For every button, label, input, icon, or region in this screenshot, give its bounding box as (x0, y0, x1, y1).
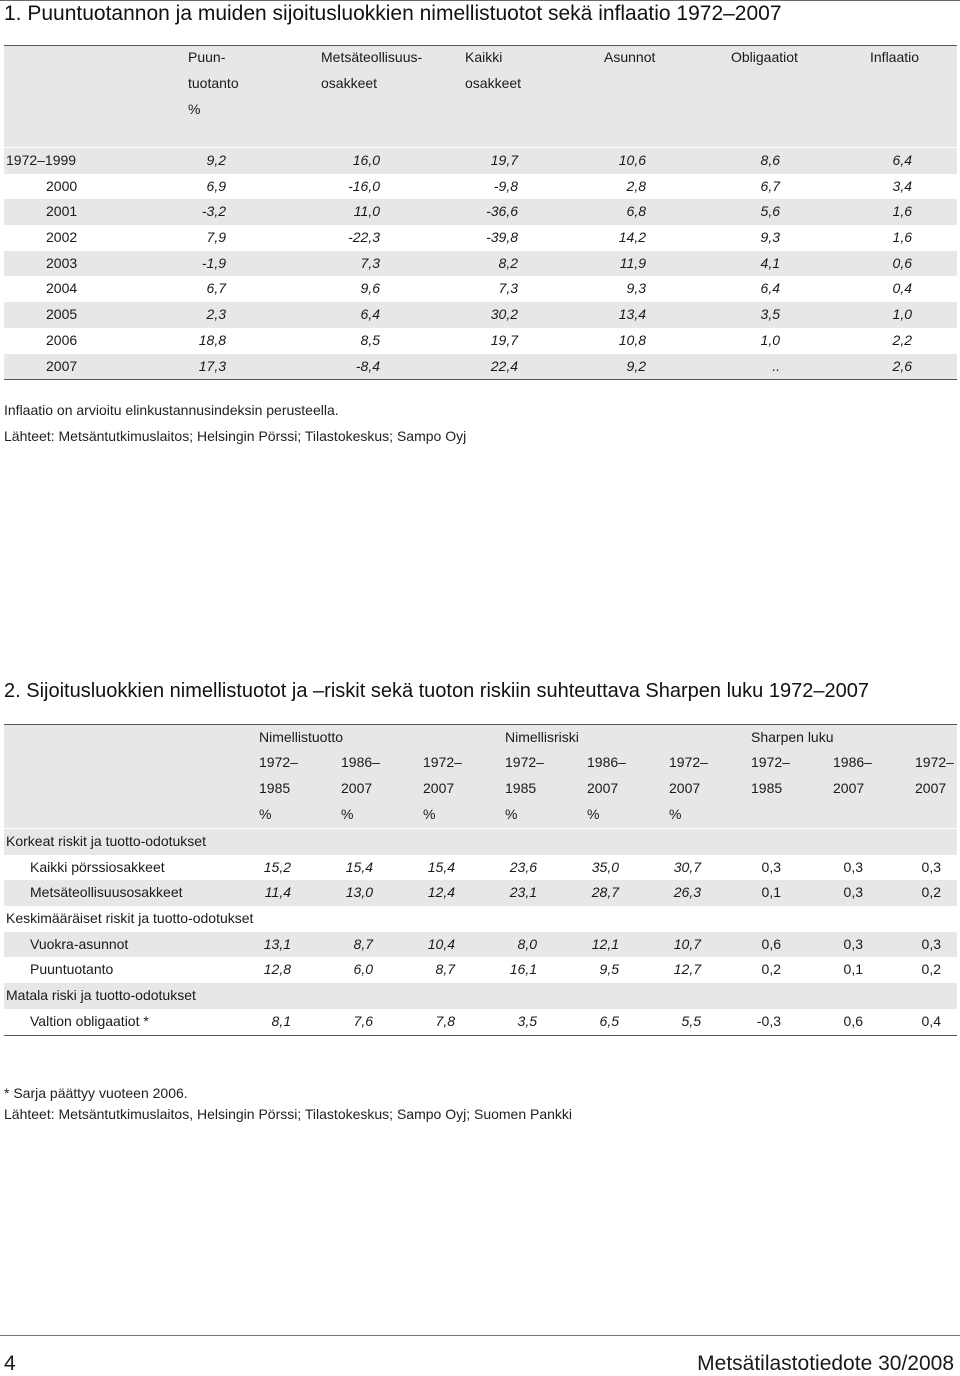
table-cell: 8,1 (271, 1012, 291, 1029)
table-row (4, 880, 957, 906)
row-label: Puuntuotanto (30, 961, 114, 978)
table-cell: .. (772, 357, 780, 374)
table-cell: -0,3 (756, 1012, 781, 1029)
top-rule (0, 0, 960, 1)
table-cell: 2,3 (206, 306, 226, 323)
table2-source: Lähteet: Metsäntutkimuslaitos, Helsingin Pörssi; Tilastokeskus; Sampo Oyj; Suomen Pankki (4, 1106, 573, 1122)
table-cell: 15,2 (263, 858, 291, 875)
table-cell: 16,1 (509, 961, 537, 978)
header-cell: 2007 (587, 780, 619, 796)
table-cell: 16,0 (352, 152, 380, 168)
row-label: Valtion obligaatiot * (30, 1012, 149, 1029)
header-cell: 1985 (505, 780, 537, 796)
table-cell: 3,4 (892, 177, 912, 194)
table-cell: 1,0 (892, 306, 912, 323)
t1-head-col2-l2: osakkeet (321, 75, 378, 91)
t1-head-col3-l2: osakkeet (465, 75, 522, 91)
table2-note: * Sarja päättyy vuoteen 2006. (4, 1085, 188, 1101)
header-cell: 1972– (669, 754, 708, 770)
table-cell: 30,2 (490, 306, 518, 323)
table-cell: 6,4 (892, 152, 912, 168)
table-row (4, 276, 957, 302)
table-cell: 8,7 (435, 961, 455, 978)
table-cell: 0,6 (761, 935, 781, 952)
row-label: Kaikki pörssiosakkeet (30, 858, 165, 875)
table1-note: Inflaatio on arvioitu elinkustannusindeksin perusteella. (4, 402, 339, 418)
table-cell: 6,5 (599, 1012, 619, 1029)
table-cell: 0,4 (892, 280, 912, 297)
table-cell: 10,8 (618, 331, 646, 348)
table-cell: 0,3 (921, 935, 941, 952)
table-cell: 10,6 (618, 152, 646, 168)
page-number: 4 (4, 1352, 16, 1375)
table-cell: 6,9 (206, 177, 226, 194)
table-cell: -36,6 (486, 203, 518, 220)
table-row (4, 855, 957, 881)
header-cell: 1972– (423, 754, 462, 770)
table-cell: 7,6 (353, 1012, 373, 1029)
table-cell: 8,5 (360, 331, 380, 348)
row-label: 1972–1999 (6, 152, 77, 168)
table-cell: 7,3 (360, 254, 380, 271)
table-cell: 3,5 (517, 1012, 537, 1029)
table-cell: 7,9 (206, 229, 226, 246)
table-cell: 12,8 (263, 961, 291, 978)
table-cell: -9,8 (493, 177, 518, 194)
table-cell: 17,3 (198, 357, 226, 374)
table-cell: 26,3 (673, 884, 701, 901)
table-cell: -39,8 (486, 229, 518, 246)
table-cell: 6,7 (760, 177, 780, 194)
t1-head-col4: Asunnot (604, 49, 656, 65)
table-row (4, 932, 957, 958)
table-cell: 0,3 (843, 935, 863, 952)
table-row (4, 225, 957, 251)
header-cell: 2007 (341, 780, 373, 796)
category-row (4, 983, 957, 1009)
table-cell: 9,2 (206, 152, 226, 168)
t1-head-col2-l1: Metsäteollisuus- (321, 49, 423, 65)
table-cell: -3,2 (201, 203, 226, 220)
header-cell: 1972– (751, 754, 790, 770)
header-cell: % (587, 806, 600, 822)
table-cell: 13,1 (263, 935, 291, 952)
header-cell: 1986– (833, 754, 872, 770)
table2-title: 2. Sijoitusluokkien nimellistuotot ja –riskit sekä tuoton riskiin suhteuttava Sharpen luku 1972–2007 (4, 680, 869, 702)
table-row (4, 957, 957, 983)
table-cell: 18,8 (198, 331, 226, 348)
t1-head-col3-l1: Kaikki (465, 49, 503, 65)
header-cell: 1986– (587, 754, 626, 770)
table-cell: 6,4 (360, 306, 380, 323)
table-cell: 28,7 (591, 884, 619, 901)
t2-group-risk: Nimellisriski (505, 729, 579, 745)
header-cell: % (669, 806, 682, 822)
footer-rule (0, 1335, 960, 1336)
header-cell: 1972– (259, 754, 298, 770)
table-cell: 0,3 (843, 858, 863, 875)
table-cell: 1,6 (892, 229, 912, 246)
table-cell: 8,0 (517, 935, 537, 952)
table-cell: 12,7 (673, 961, 701, 978)
table1-title: 1. Puuntuotannon ja muiden sijoitusluokkien nimellistuotot sekä inflaatio 1972–2007 (4, 2, 782, 25)
header-cell: 1972– (915, 754, 954, 770)
table1-header (4, 45, 957, 147)
table2-body (4, 829, 957, 1036)
table-cell: 14,2 (618, 229, 646, 246)
table-cell: 0,3 (921, 858, 941, 875)
publication-name: Metsätilastotiedote 30/2008 (697, 1352, 954, 1375)
t1-head-col1-l3: % (188, 101, 201, 117)
table2-header (4, 724, 957, 828)
table-cell: 22,4 (490, 357, 518, 374)
table-cell: 9,6 (360, 280, 380, 297)
table-cell: 15,4 (345, 858, 373, 875)
table-cell: 0,6 (843, 1012, 863, 1029)
table1-body (4, 148, 957, 380)
table-cell: 7,3 (498, 280, 518, 297)
table-cell: 6,7 (206, 280, 226, 297)
table-cell: 35,0 (591, 858, 619, 875)
category-row (4, 906, 957, 932)
table-cell: 7,8 (435, 1012, 455, 1029)
table-cell: 0,2 (761, 961, 781, 978)
row-label: 2006 (46, 331, 78, 348)
row-label: Matala riski ja tuotto-odotukset (6, 987, 196, 1004)
table-row (4, 251, 957, 277)
header-cell: % (341, 806, 354, 822)
table-cell: 23,1 (509, 884, 537, 901)
table-row (4, 302, 957, 328)
row-label: 2007 (46, 357, 78, 374)
table-cell: 30,7 (673, 858, 701, 875)
table-cell: 0,1 (761, 884, 781, 901)
table-cell: 5,6 (760, 203, 780, 220)
table-row (4, 1009, 957, 1036)
table-cell: 10,7 (673, 935, 701, 952)
table-cell: 5,5 (681, 1012, 701, 1029)
table-row (4, 148, 957, 174)
t2-group-sharpe: Sharpen luku (751, 729, 834, 745)
header-cell: 1972– (505, 754, 544, 770)
table-cell: -1,9 (201, 254, 226, 271)
t1-head-col6: Inflaatio (870, 49, 920, 65)
table-cell: 2,8 (626, 177, 646, 194)
table-cell: 6,8 (626, 203, 646, 220)
table-cell: 0,2 (921, 961, 941, 978)
row-label: 2002 (46, 229, 78, 246)
table-cell: 3,5 (760, 306, 780, 323)
table-cell: 8,6 (760, 152, 780, 168)
t1-head-col1-l1: Puun- (188, 49, 226, 65)
row-label: 2003 (46, 254, 78, 271)
table-cell: -22,3 (348, 229, 380, 246)
row-label: Korkeat riskit ja tuotto-odotukset (6, 833, 206, 849)
header-cell: % (505, 806, 518, 822)
table-cell: 12,1 (591, 935, 619, 952)
table-cell: 10,4 (427, 935, 455, 952)
table-cell: 15,4 (427, 858, 455, 875)
header-cell: 2007 (669, 780, 701, 796)
table-cell: 11,9 (619, 254, 646, 271)
table-row (4, 199, 957, 225)
table-cell: 19,7 (490, 152, 518, 168)
t1-head-col1-l2: tuotanto (188, 75, 239, 91)
table-cell: 6,0 (353, 961, 373, 978)
header-cell: % (259, 806, 272, 822)
row-label: Keskimääräiset riskit ja tuotto-odotukset (6, 910, 254, 927)
table1-source: Lähteet: Metsäntutkimuslaitos; Helsingin Pörssi; Tilastokeskus; Sampo Oyj (4, 428, 467, 444)
table-cell: 13,4 (618, 306, 646, 323)
header-cell: 1985 (259, 780, 291, 796)
row-label: 2004 (46, 280, 78, 297)
table-cell: 0,6 (892, 254, 912, 271)
row-label: Metsäteollisuusosakkeet (30, 884, 183, 901)
table-cell: 2,6 (892, 357, 912, 374)
table-cell: 9,3 (626, 280, 646, 297)
table-row (4, 354, 957, 381)
table-cell: 1,0 (760, 331, 780, 348)
table-cell: -8,4 (355, 357, 380, 374)
table-cell: -16,0 (348, 177, 380, 194)
row-label: 2001 (46, 203, 78, 220)
table-cell: 23,6 (509, 858, 537, 875)
row-label: Vuokra-asunnot (30, 935, 129, 952)
table-cell: 12,4 (427, 884, 455, 901)
table-cell: 9,3 (760, 229, 780, 246)
category-row (4, 829, 957, 855)
table-cell: 19,7 (490, 331, 518, 348)
table-cell: 11,0 (353, 203, 380, 220)
table-cell: 11,4 (264, 884, 291, 901)
table-cell: 0,3 (761, 858, 781, 875)
header-cell: 1985 (751, 780, 783, 796)
table-cell: 4,1 (760, 254, 780, 271)
header-cell: 2007 (833, 780, 865, 796)
table-cell: 9,2 (626, 357, 646, 374)
table-cell: 1,6 (892, 203, 912, 220)
table-cell: 6,4 (760, 280, 780, 297)
header-cell: 2007 (423, 780, 455, 796)
row-label: 2005 (46, 306, 78, 323)
table-cell: 0,2 (921, 884, 941, 901)
table-cell: 0,1 (843, 961, 863, 978)
table-cell: 0,4 (921, 1012, 941, 1029)
table-row (4, 328, 957, 354)
table-cell: 13,0 (345, 884, 373, 901)
header-cell: 1986– (341, 754, 380, 770)
table-cell: 9,5 (599, 961, 619, 978)
header-cell: % (423, 806, 436, 822)
t2-group-return: Nimellistuotto (259, 729, 344, 745)
header-cell: 2007 (915, 780, 947, 796)
table-cell: 2,2 (892, 331, 912, 348)
table-cell: 8,7 (353, 935, 373, 952)
row-label: 2000 (46, 177, 78, 194)
table-cell: 8,2 (498, 254, 518, 271)
t1-head-col5: Obligaatiot (731, 49, 798, 65)
table-cell: 0,3 (843, 884, 863, 901)
table-row (4, 174, 957, 200)
